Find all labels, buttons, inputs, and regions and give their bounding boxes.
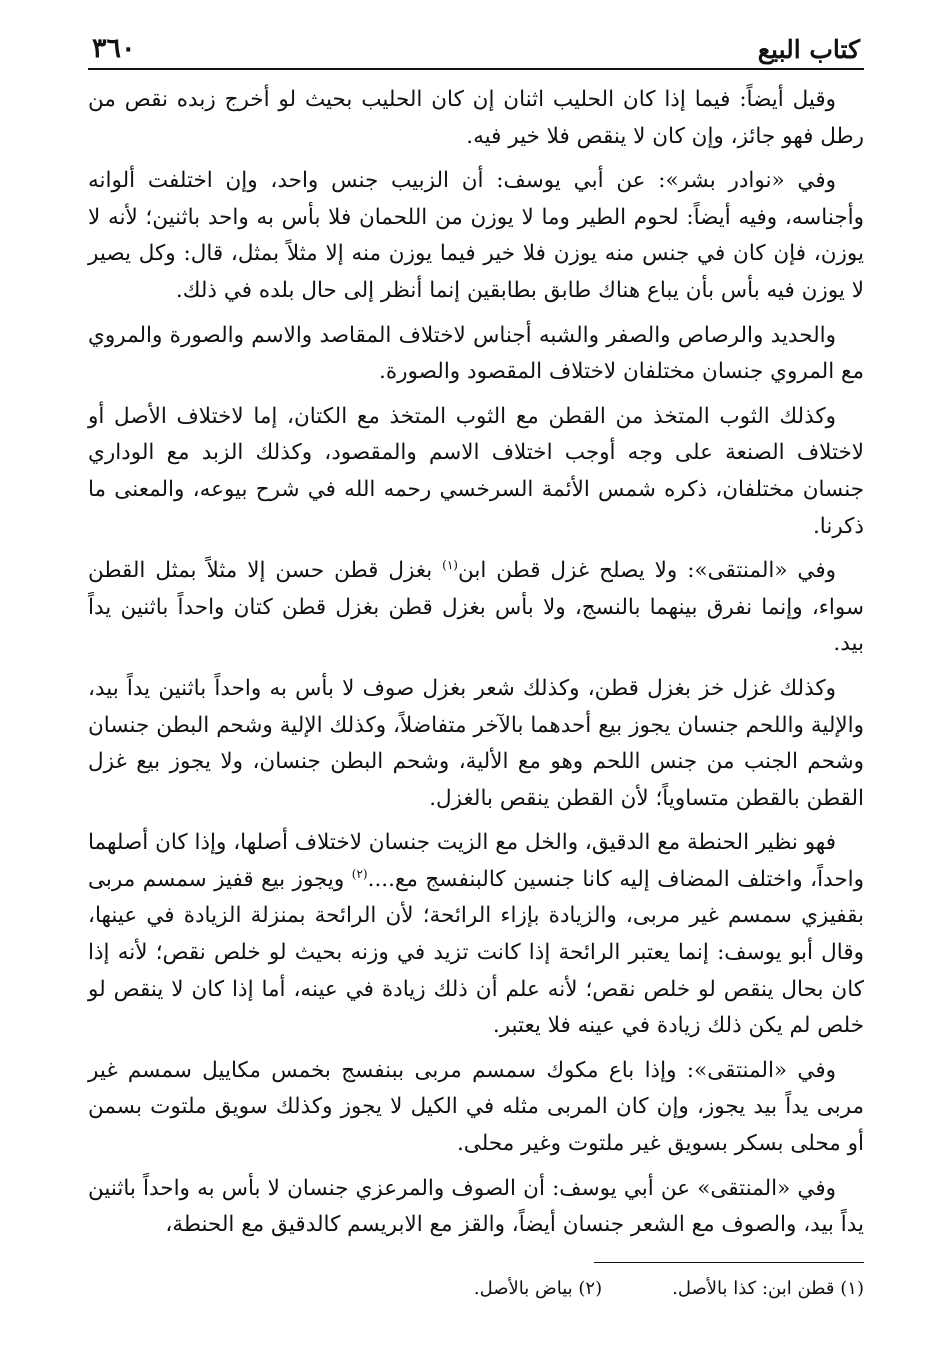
page-body (88, 82, 864, 1244)
footnotes (88, 1278, 864, 1299)
paragraph: وكذلك غزل خز بغزل قطن، وكذلك شعر بغزل صوف لا بأس به واحداً باثنين يداً بيد، والإلية واللحم جنسان يجوز بيع أحدهما بالآخر متفاضلاً، وكذلك الإلية وشحم البطن جنسان وشحم الجنب من جنس اللحم وهو مع الألية، وشحم البطن جنسان، ولا يجوز بيع غزل القطن بالقطن متساوياً؛ لأن القطن ينقص بالغزل. (88, 675, 864, 811)
paragraph-text: بغزل قطن حسن إلا مثلاً بمثل القطن سواء، وإنما نفرق بينهما بالنسج، ولا بأس بغزل قطن بغزل قطن كتان واحداً باثنين يداً بيد. (88, 558, 864, 657)
paragraph (88, 825, 864, 1045)
paragraph: وفي «المنتقى»: وإذا باع مكوك سمسم مربى ببنفسج بخمس مكاييل سمسم غير مربى يداً بيد يجوز، وإن كان المربى مثله في الكيل لا يجوز وكذلك سويق ملتوت بسمن أو محلى بسكر بسويق غير ملتوت وغير محلى. (88, 1057, 864, 1157)
footnote-2: (٢) بياض بالأصل. (473, 1278, 603, 1299)
footnote-marker: (٢) (351, 866, 368, 881)
page-number: ٣٦٠ (92, 33, 136, 64)
footnote-divider (594, 1262, 864, 1263)
paragraph-text: وفي «المنتقى»: ولا يصلح غزل قطن ابن (457, 558, 837, 584)
footnote-marker: (١) (442, 557, 458, 572)
paragraph: والحديد والرصاص والصفر والشبه أجناس لاختلاف المقاصد والاسم والصورة والمروي مع المروي جنسان مختلفان لاختلاف المقصود والصورة. (88, 322, 864, 385)
paragraph: وكذلك الثوب المتخذ من القطن مع الثوب المتخذ مع الكتان، إما لاختلاف الأصل أو لاختلاف الصنعة على وجه أوجب اختلاف الاسم والمقصود، وكذلك الزبد مع الوداري جنسان مختلفان، ذكره شمس الأئمة السرخسي رحمه الله في شرح بيوعه، والمعنى ما ذكرنا. (88, 403, 864, 539)
footnote-1: (١) قطن ابن: كذا بالأصل. (672, 1278, 864, 1299)
paragraph: وفي «المنتقى» عن أبي يوسف: أن الصوف والمرعزي جنسان لا بأس به واحداً باثنين يداً بيد، والصوف مع الشعر جنسان أيضاً، والقز مع الابريسم كالدقيق مع الحنطة، (88, 1175, 864, 1238)
paragraph: وقيل أيضاً: فيما إذا كان الحليب اثنان إن كان الحليب بحيث لو أخرج زبده نقص من رطل فهو جائز، وإن كان لا ينقص فلا خير فيه. (88, 87, 864, 149)
book-page (88, 28, 864, 1299)
paragraph (88, 553, 864, 663)
paragraph-text: ويجوز بيع قفيز سمسم مربى بقفيزي سمسم غير مربى، والزيادة بإزاء الرائحة؛ لأن الرائحة بمنزلة الزيادة في عينها، وقال أبو يوسف: إنما يعتبر الرائحة إذا كانت تزيد في وزنه بحيث لو خلص نقص؛ لأنه إذا كان بحال ينقص لو خلص نقص؛ لأنه علم أن ذلك زيادة في عينه، أما إذا كان لا ينقص لو خلص لم يكن ذلك زيادة في عينه فلا يعتبر. (88, 866, 864, 1039)
chapter-title: كتاب البيع (757, 35, 860, 64)
paragraph: وفي «نوادر بشر»: عن أبي يوسف: أن الزبيب جنس واحد، وإن اختلفت ألوانه وأجناسه، وفيه أيضاً: لحوم الطير وما لا يوزن من اللحمان فلا بأس به واحد باثنين؛ لأنه لا يوزن، فإن كان في جنس منه يوزن فلا خير فيما يوزن منه إلا مثلاً بمثل، قال: وكل يصير لا يوزن فيه بأس بأن يباع هناك طابق بطابقين إنما أنظر إلى حال بلده في ذلك. (88, 168, 864, 303)
paragraph-text: فهو نظير الحنطة مع الدقيق، والخل مع الزيت جنسان لاختلاف أصلها، وإذا كان أصلهما واحداً، واختلف المضاف إليه كانا جنسين كالبنفسج مع.... (88, 830, 864, 892)
page-header (88, 28, 864, 70)
